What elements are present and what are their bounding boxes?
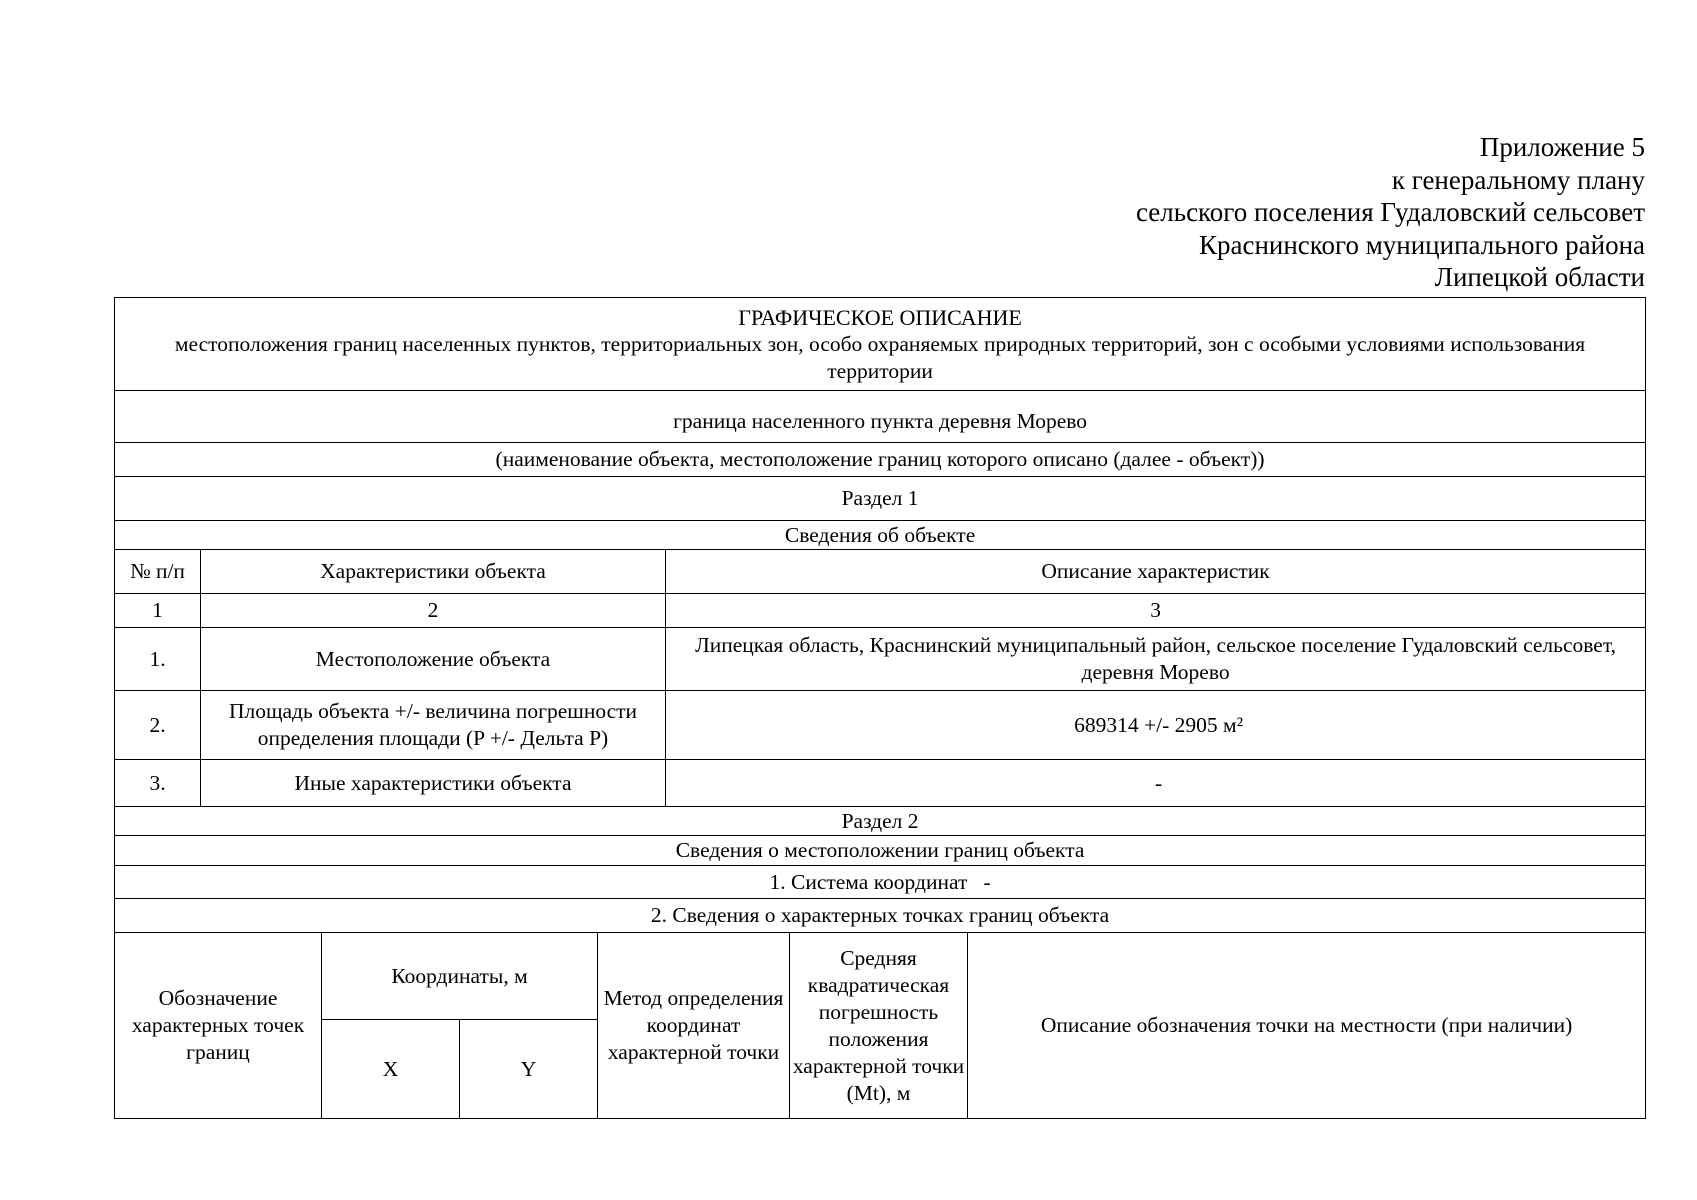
section1-header-row [115,550,1646,594]
header-line-3: сельского поселения Гудаловский сельсовет [1135,197,1645,227]
header-method: Метод определения координат характерной точки [598,933,790,1119]
coord-system: 1. Система координат - [115,866,1646,899]
title-row [115,298,1646,391]
header-x: X [322,1020,460,1119]
col-header-description: Описание характеристик [666,550,1646,594]
section1-title-row [115,477,1646,521]
header-line-1: Приложение 5 [1479,132,1645,162]
section2-subtitle-row [115,836,1646,866]
document-title: ГРАФИЧЕСКОЕ ОПИСАНИЕ [738,304,1022,330]
table-row [115,628,1646,691]
header-point-description: Описание обозначения точки на местности (при наличии) [968,933,1646,1119]
row-characteristic: Иные характеристики объекта [201,760,666,807]
header-error: Средняя квадратическая погрешность положения характерной точки (Mt), м [790,933,968,1119]
row-value: Липецкая область, Краснинский муниципальный район, сельское поселение Гудаловский сельсовет, деревня Морево [666,628,1646,691]
col-header-num: № п/п [115,550,201,594]
col-number-1: 1 [115,594,201,628]
object-name-row [115,391,1646,443]
header-point-designation: Обозначение характерных точек границ [115,933,322,1119]
title-cell [115,298,1646,391]
object-name: граница населенного пункта деревня Морево [115,391,1646,443]
section1-subtitle: Сведения об объекте [115,521,1646,550]
row-value: - [666,760,1646,807]
row-value: 689314 +/- 2905 м² [666,691,1646,760]
header-line-4: Краснинского муниципального района [1198,229,1645,260]
section2-subtitle: Сведения о местоположении границ объекта [115,836,1646,866]
document-subtitle: местоположения границ населенных пунктов, территориальных зон, особо охраняемых природных территорий, зон с особыми условиями использования территории [174,331,1586,383]
section2-title-row [115,807,1646,836]
section1-subtitle-row [115,521,1646,550]
col-number-2: 2 [201,594,666,628]
header-line-2: к генеральному плану [1391,164,1645,195]
header-coordinates: Координаты, м [322,933,598,1020]
row-characteristic: Площадь объекта +/- величина погрешности определения площади (P +/- Дельта P) [201,691,666,760]
row-number: 1. [115,628,201,691]
table-row [115,691,1646,760]
appendix-header [1136,131,1645,294]
points-header-row-1 [115,933,1646,1020]
graphic-description-table [114,297,1646,1119]
col-number-3: 3 [666,594,1646,628]
section1-col-number-row [115,594,1646,628]
section1-title: Раздел 1 [115,477,1646,521]
header-line-5: Липецкой области [1434,262,1645,292]
row-characteristic: Местоположение объекта [201,628,666,691]
object-caption: (наименование объекта, местоположение границ которого описано (далее - объект)) [115,443,1646,477]
header-y: Y [460,1020,598,1119]
section2-title: Раздел 2 [115,807,1646,836]
table-row [115,760,1646,807]
row-number: 2. [115,691,201,760]
points-info-row [115,899,1646,933]
col-header-characteristics: Характеристики объекта [201,550,666,594]
row-number: 3. [115,760,201,807]
coord-system-row [115,866,1646,899]
object-caption-row [115,443,1646,477]
points-info: 2. Сведения о характерных точках границ объекта [115,899,1646,933]
